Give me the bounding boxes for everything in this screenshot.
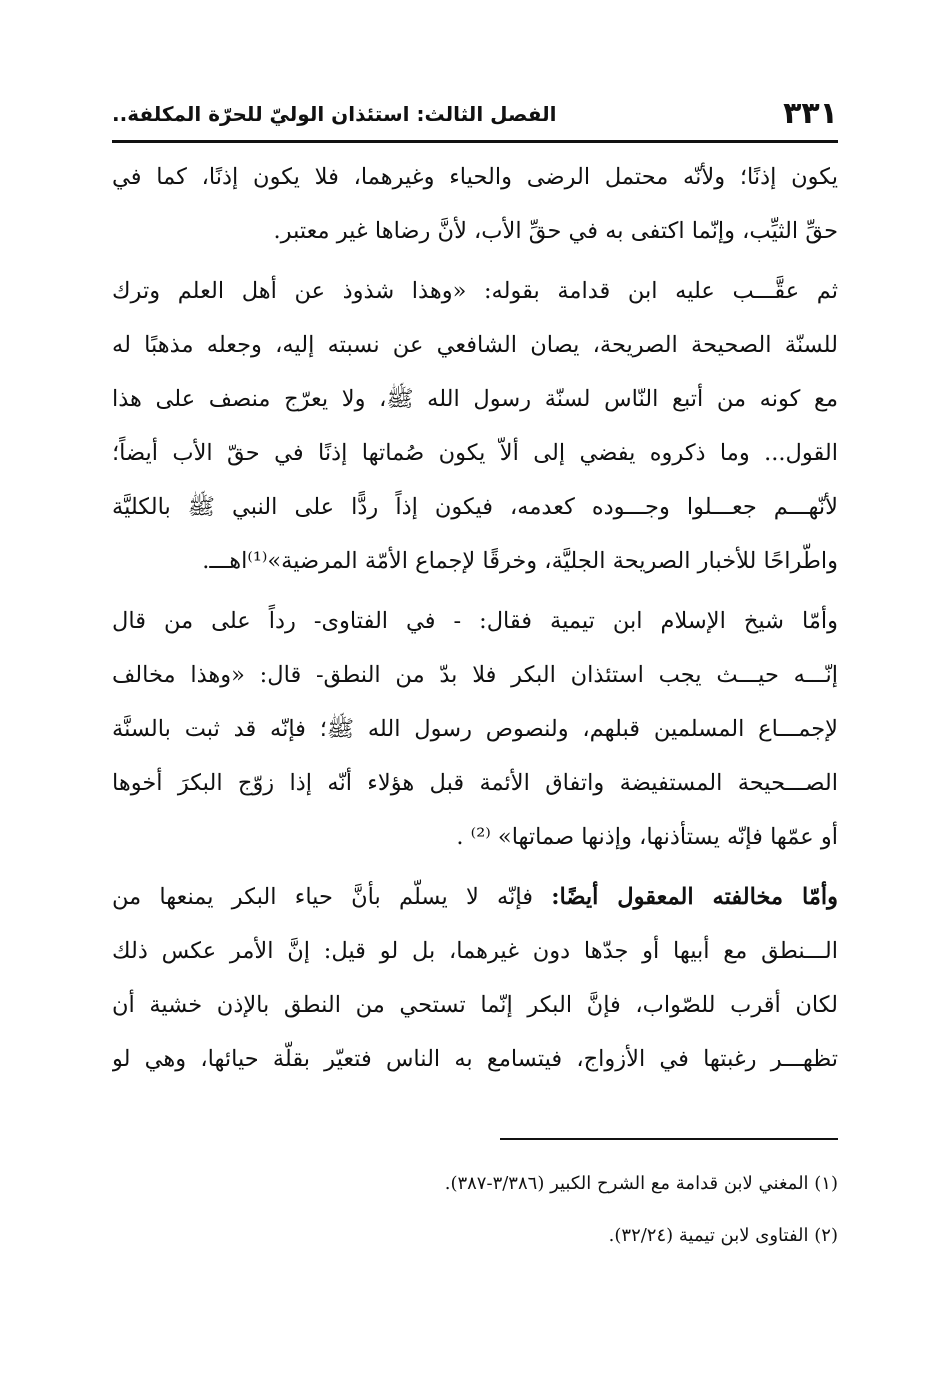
paragraph-4: [112, 870, 838, 1086]
paragraph-1: [112, 150, 838, 258]
bold-heading-phrase: وأمّا مخالفته المعقول أيضًا:: [551, 884, 838, 910]
footnote-1: (١) المغني لابن قدامة مع الشرح الكبير (٣/٣٨٦-٣٨٧).: [444, 1173, 838, 1194]
running-title: الفصل الثالث: استئذان الوليّ للحرّة المكلفة..: [112, 102, 557, 126]
text-line: وأمّا شيخ الإسلام ابن تيمية فقال: - في الفتاوى- رداً على من قال: [112, 608, 838, 634]
text-line: لإجمـــاع المسلمين قبلهم، ولنصوص رسول الله ﷺ؛ فإنّه قد ثبت بالسنَّة: [112, 716, 838, 742]
text-line: الـــنطق مع أبيها أو جدّها دون غيرهما، بل لو قيل: إنَّ الأمر عكس ذلك: [112, 938, 838, 964]
text-line: القول... وما ذكروه يفضي إلى ألاّ يكون صُماتها إذنًا في حقّ الأب أيضاً؛: [112, 440, 838, 466]
text-line: الصـــحيحة المستفيضة واتفاق الأئمة قبل هؤلاء أنّه إذا زوّج البكرَ أخوها: [112, 770, 838, 796]
text-line: مع كونه من أتبع النّاس لسنّة رسول الله ﷺ، ولا يعرّج منصف على هذا: [112, 386, 838, 412]
text-span: فإنّه لا يسلّم بأنَّ حياء البكر يمنعها من: [112, 884, 552, 910]
main-text: [112, 150, 838, 1086]
text-line: لأنّهـــم جعـــلوا وجـــوده كعدمه، فيكون إذاً ردًّا على النبي ﷺ بالكليَّة: [112, 494, 838, 520]
text-line: حقِّ الثيِّب، وإنّما اكتفى به في حقِّ الأب، لأنَّ رضاها غير معتبر.: [273, 218, 838, 244]
footnotes: [112, 1158, 838, 1262]
text-line: يكون إذنًا؛ ولأنّه محتمل الرضى والحياء وغيرهما، فلا يكون إذنًا، كما في: [112, 164, 838, 190]
text-line: لكان أقرب للصّواب، فإنَّ البكر إنّما تستحي من النطق بالإذن خشية أن: [112, 992, 838, 1018]
text-line: للسنّة الصحيحة الصريحة، يصان الشافعي عن نسبته إليه، وجعله مذهبًا له: [112, 332, 838, 358]
text-line: [112, 870, 838, 924]
page-header: [112, 94, 838, 134]
footnote-2: (٢) الفتاوى لابن تيمية (٣٢/٢٤).: [608, 1225, 838, 1246]
paragraph-2: [112, 264, 838, 588]
text-line: أو عمّها فإنّه يستأذنها، وإذنها صماتها» ⁽²⁾ .: [456, 824, 838, 850]
text-line: واطّراحًا للأخبار الصريحة الجليَّة، وخرقًا لإجماع الأمّة المرضية»⁽¹⁾اهـــ.: [202, 548, 838, 574]
header-divider: [112, 140, 838, 143]
text-line: ثم عقَّـــب عليه ابن قدامة بقوله: «وهذا شذوذ عن أهل العلم وترك: [112, 278, 838, 304]
page-number: ٣٣١: [783, 96, 838, 131]
paragraph-3: [112, 594, 838, 864]
text-line: إنّـــه حيـــث يجب استئذان البكر فلا بدّ من النطق- قال: «وهذا مخالف: [112, 662, 838, 688]
text-line: تظهـــر رغبتها في الأزواج، فيتسامع به الناس فتعيّر بقلّة حيائها، وهي لو: [112, 1046, 838, 1072]
footnote-divider: [500, 1138, 838, 1140]
